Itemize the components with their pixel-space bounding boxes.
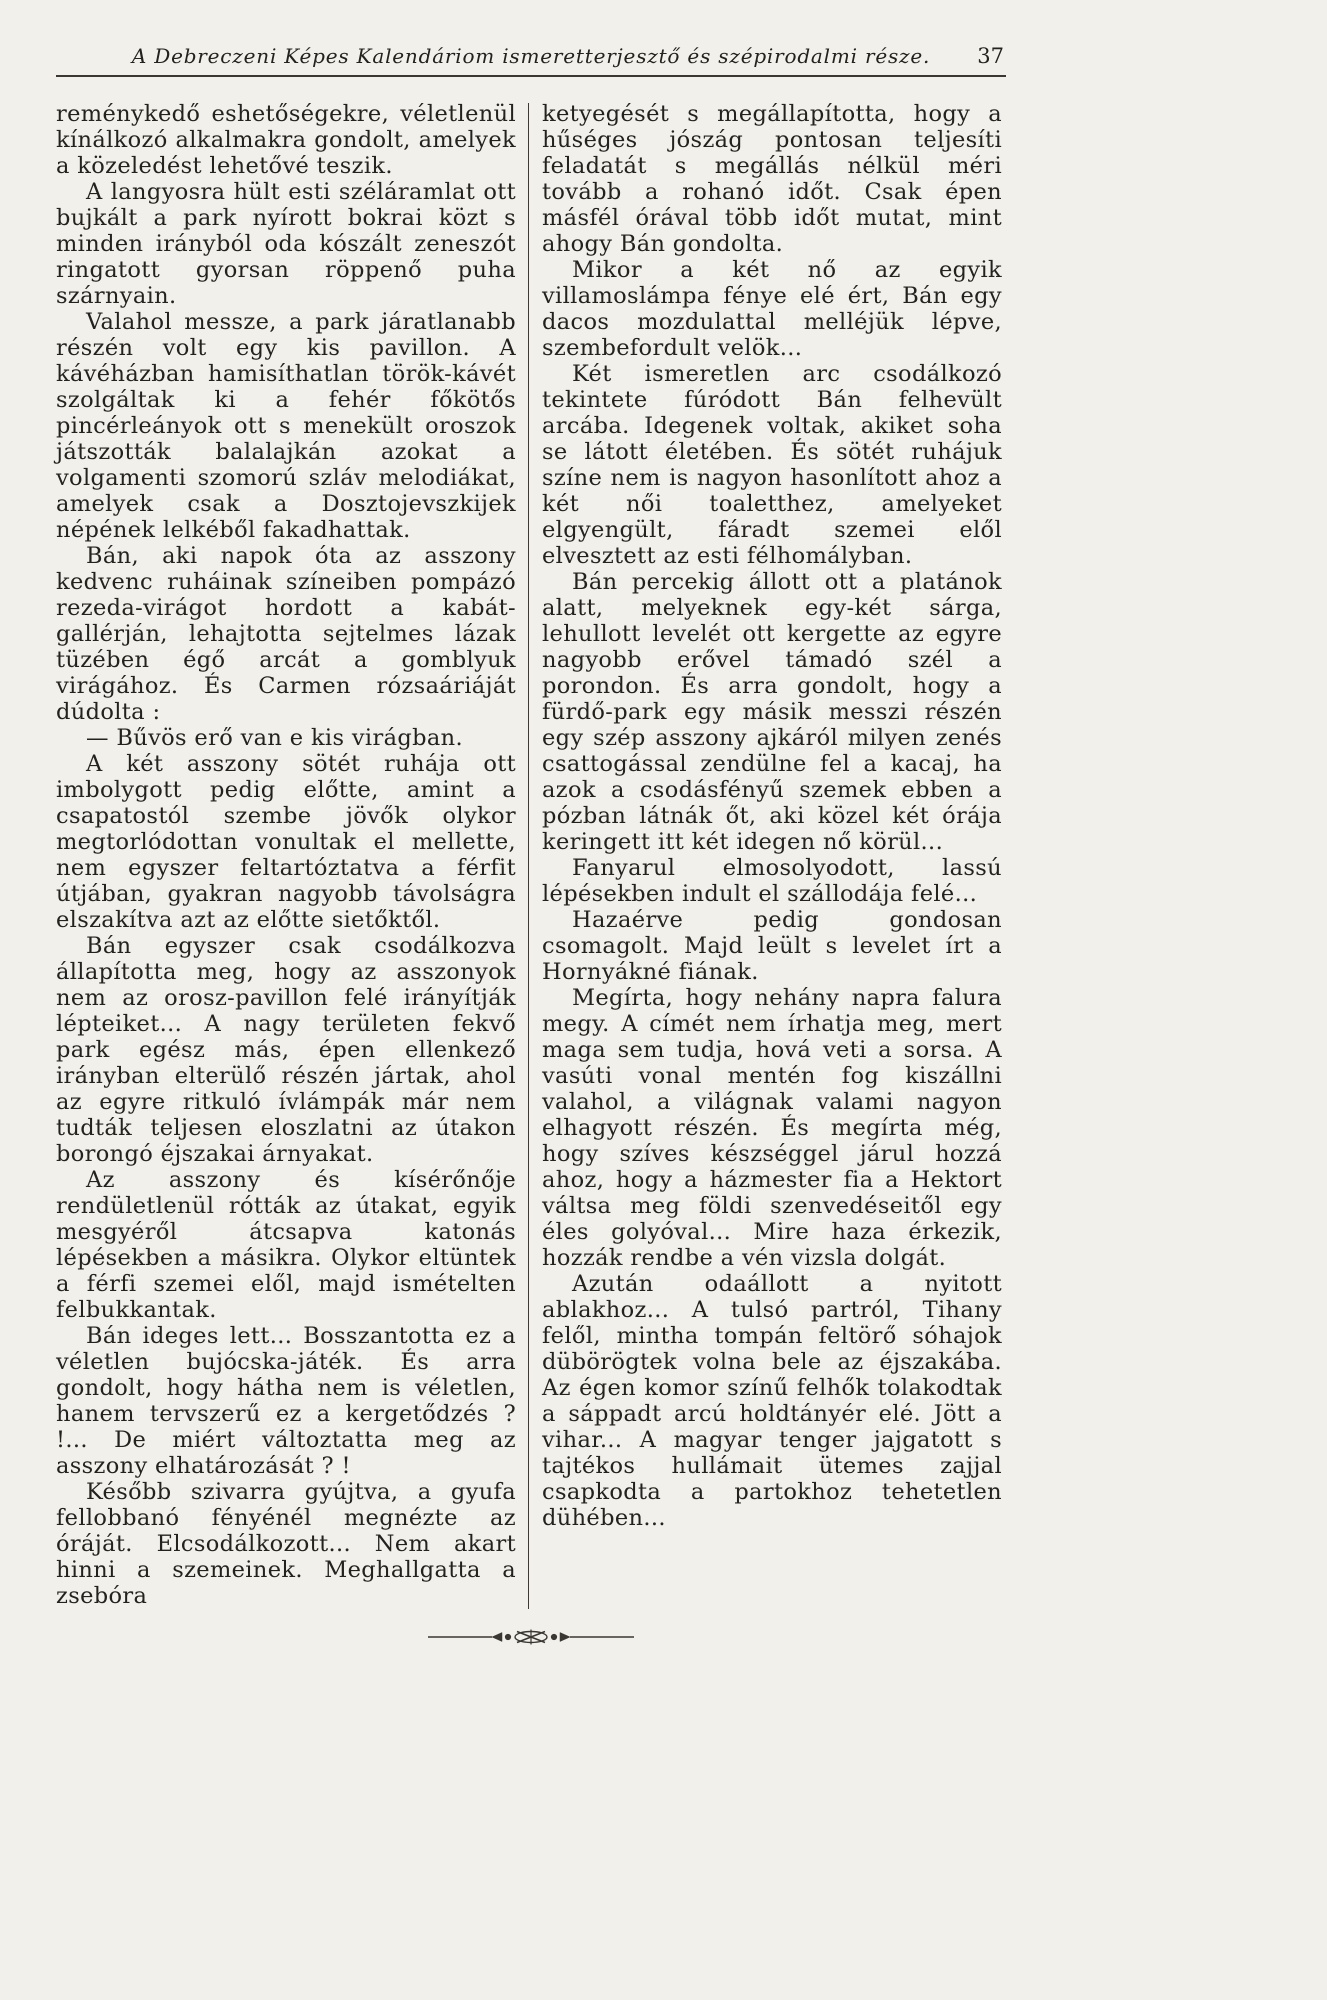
paragraph: reménykedő eshetőségekre, véletlenül kínálkozó alkalmakra gondolt, amelyek a közeledést lehetővé teszik.: [56, 101, 516, 179]
paragraph: Fanyarul elmosolyodott, lassú lépésekben indult el szállodája felé...: [542, 855, 1002, 907]
paragraph: Bán, aki napok óta az asszony kedvenc ruháinak színeiben pompázó rezeda-virágot hordott a kabát-gallérján, lehajtotta sejtelmes lázak tüzében égő arcát a gomblyuk virágához. És Carmen rózsaáriáját dúdolta :: [56, 543, 516, 725]
paragraph: Bán egyszer csak csodálkozva állapította meg, hogy az asszonyok nem az orosz-pavillon felé irányítják lépteiket... A nagy területen fekvő park egész más, épen ellenkező irányban elterülő részén jártak, ahol az egyre ritkuló ívlámpák már nem tudták teljesen eloszlatni az útakon borongó éjszakai árnyakat.: [56, 933, 516, 1167]
paragraph: Két ismeretlen arc csodálkozó tekintete fúródott Bán felhevült arcába. Idegenek voltak, akiket soha se látott életében. És sötét ruhájuk színe nem is nagyon hasonlított ahoz a két női toaletthez, amelyeket elgyengült, fáradt szemei elől elvesztett az esti félhomályban.: [542, 361, 1002, 569]
paragraph: Azután odaállott a nyitott ablakhoz... A tulsó partról, Tihany felől, mintha tompán feltörő sóhajok dübörögtek volna bele az éjszakába. Az égen komor színű felhők tolakodtak a sáppadt arcú holdtányér elé. Jött a vihar... A magyar tenger jajgatott s tajtékos hullámait ütemes zajjal csapkodta a partokhoz tehetetlen dühében...: [542, 1271, 1002, 1531]
paragraph: Mikor a két nő az egyik villamoslámpa fénye elé ért, Bán egy dacos mozdulattal melléjük lépve, szembefordult velök...: [542, 257, 1002, 361]
bottom-ornament: [56, 1627, 1006, 1647]
header-title: A Debreczeni Képes Kalendáriom ismeretterjesztő és szépirodalmi része.: [131, 44, 931, 68]
paragraph: Később szivarra gyújtva, a gyufa fellobbanó fényénél megnézte az óráját. Elcsodálkozott... Nem akart hinni a szemeinek. Meghallgatta a zsebóra: [56, 1479, 516, 1609]
paragraph: A két asszony sötét ruhája ott imbolygott pedig előtte, amint a csapatostól szembe jövők olykor megtorlódottan vonultak el mellette, nem egyszer feltartóztatva a férfit útjában, gyakran nagyobb távolságra elszakítva azt az előtte sietőktől.: [56, 751, 516, 933]
page-number: 37: [977, 44, 1004, 68]
paragraph: Bán ideges lett... Bosszantotta ez a véletlen bujócska-játék. És arra gondolt, hogy hátha nem is véletlen, hanem tervszerű ez a kergetődzés ? !... De miért változtatta meg az asszony elhatározását ? !: [56, 1323, 516, 1479]
paragraph: Valahol messze, a park járatlanabb részén volt egy kis pavillon. A kávéházban hamisíthatlan török-kávét szolgáltak ki a fehér főkötős pincérleányok ott s menekült oroszok játszották balalajkán azokat a volgamenti szomorú szláv melodiákat, amelyek csak a Dosztojevszkijek népének lelkéből fakadhattak.: [56, 309, 516, 543]
paragraph: Megírta, hogy nehány napra falura megy. A címét nem írhatja meg, mert maga sem tudja, hová veti a sorsa. A vasúti vonal mentén fog kiszállni valahol, a világnak valami nagyon elhagyott részén. És megírta még, hogy szíves készséggel járul hozzá ahoz, hogy a házmester fia a Hektort váltsa meg földi szenvedéseitől egy éles golyóval... Mire haza érkezik, hozzák rendbe a vén vizsla dolgát.: [542, 985, 1002, 1271]
paragraph: Az asszony és kísérőnője rendületlenül rótták az útakat, egyik mesgyéről átcsapva katonás lépésekben a másikra. Olykor eltüntek a férfi szemei elől, majd ismételten felbukkantak.: [56, 1167, 516, 1323]
column-divider: [528, 103, 529, 1609]
paragraph-dialogue: — Bűvös erő van e kis virágban.: [86, 725, 463, 751]
fleuron-divider-icon: [426, 1627, 636, 1647]
paragraph: ketyegését s megállapította, hogy a hűséges jószág pontosan teljesíti feladatát s megállás nélkül méri tovább a rohanó időt. Csak épen másfél órával több időt mutat, mint ahogy Bán gondolta.: [542, 101, 1002, 257]
text-columns: [56, 101, 1006, 1609]
paragraph: Bán percekig állott ott a platánok alatt, melyeknek egy-két sárga, lehullott levelét ott kergette az egyre nagyobb erővel támadó szél a porondon. És arra gondolt, hogy a fürdő-park egy másik messzi részén egy szép asszony ajkáról milyen zenés csattogással zendülne fel a kacaj, ha azok a csodásfényű szemek ebben a pózban látnák őt, aki közel két órája keringett itt két idegen nő körül...: [542, 569, 1002, 855]
running-header: [56, 44, 1006, 77]
left-column: [56, 101, 516, 1609]
right-column: [542, 101, 1002, 1609]
paragraph: A langyosra hült esti széláramlat ott bujkált a park nyírott bokrai közt s minden irányból oda kószált zeneszót ringatott gyorsan röppenő puha szárnyain.: [56, 179, 516, 309]
paragraph: Hazaérve pedig gondosan csomagolt. Majd leült s levelet írt a Hornyákné fiának.: [542, 907, 1002, 985]
